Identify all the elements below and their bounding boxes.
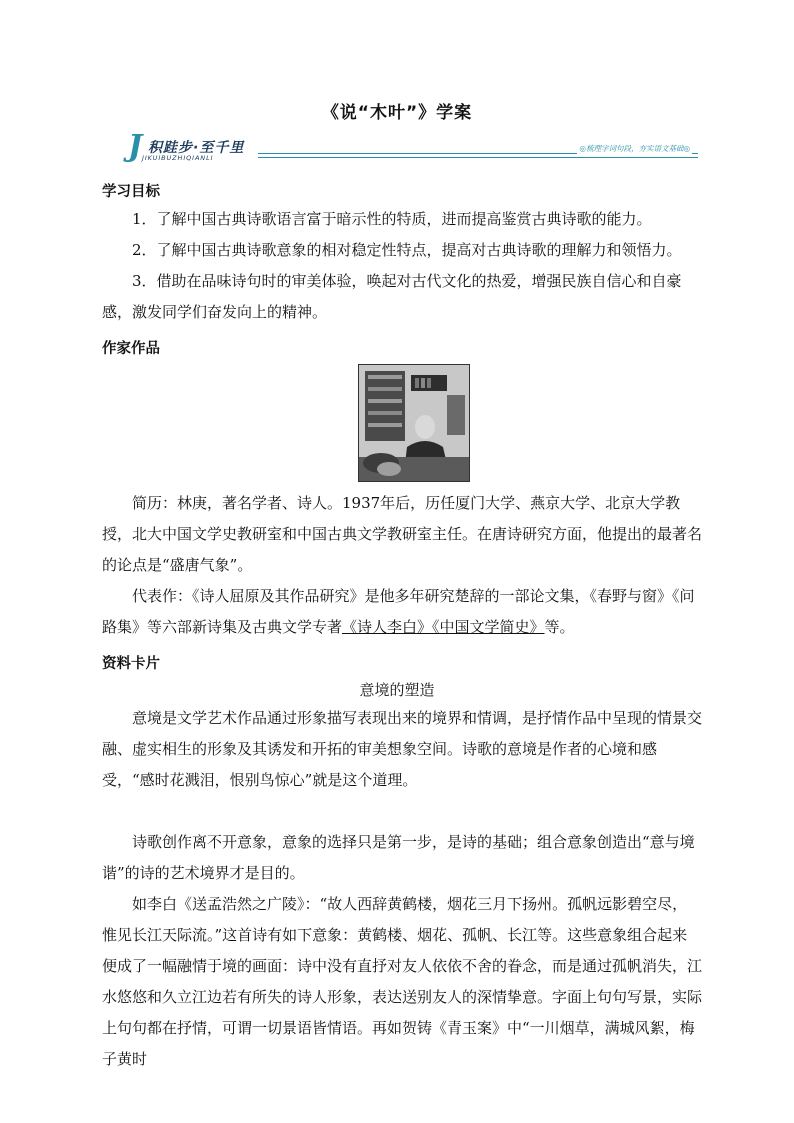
heading-info-card: 资料卡片 [102, 656, 160, 672]
author-photo [358, 364, 470, 482]
page-title: 《说“木叶”》学案 [321, 103, 473, 123]
author-works [102, 581, 702, 643]
heading-author-works: 作家作品 [102, 341, 160, 357]
goal-item-1: 1．了解中国古典诗歌语言富于暗示性的特质，进而提高鉴赏古典诗歌的能力。 [132, 210, 652, 228]
works-prefix: 代表作：《诗人屈原及其作品研究》是他多年研究楚辞的一部论文集，《春野与窗》《问路集》等六部新诗集及古典文学专著 [102, 587, 695, 636]
heading-learning-goals: 学习目标 [102, 184, 160, 200]
goal-item-2: 2．了解中国古典诗歌意象的相对稳定性特点，提高对古典诗歌的理解力和领悟力。 [132, 241, 682, 259]
works-suffix: 等。 [544, 618, 575, 636]
info-paragraph-1: 意境是文学艺术作品通过形象描写表现出来的境界和情调，是抒情作品中呈现的情景交融、虚实相生的形象及其诱发和开拓的审美想象空间。诗歌的意境是作者的心境和感受，“感时花溅泪，恨别鸟惊心”就是这个道理。 [102, 709, 703, 789]
goal-item-3: 3．借助在品味诗句时的审美体验，唤起对古代文化的热爱，增强民族自信心和自豪感，激发同学们奋发向上的精神。 [102, 272, 682, 321]
info-paragraph-3: 如李白《送孟浩然之广陵》：“故人西辞黄鹤楼，烟花三月下扬州。孤帆远影碧空尽，惟见长江天际流。”这首诗有如下意象：黄鹤楼、烟花、孤帆、长江等。这些意象组合起来便成了一幅融情于境的画面：诗中没有直抒对友人依依不舍的眷念，而是通过孤帆消失，江水悠悠和久立江边若有所失的诗人形象，表达送别友人的深情挚意。字面上句句写景，实际上句句都在抒情，可谓一切景语皆情语。再如贺铸《青玉案》中“一川烟草，满城风絮，梅子黄时 [102, 895, 703, 1068]
works-underlined: 《诗人李白》《中国文学简史》 [342, 618, 545, 636]
banner-logo-letter: J [128, 129, 143, 164]
banner-rule-thin [258, 157, 698, 158]
banner-logo-pinyin: JIKUIBUZHIQIANLI [142, 154, 214, 162]
author-portrait-icon [359, 365, 469, 481]
author-bio: 简历：林庚，著名学者、诗人。1937年后，历任厦门大学、燕京大学、北京大学教授，北大中国文学史教研室和中国古典文学教研室主任。在唐诗研究方面，他提出的最著名的论点是“盛唐气象”。 [102, 494, 703, 574]
info-card-subtitle: 意境的塑造 [359, 681, 435, 699]
banner-logo-text: 积跬步·至千里 [148, 140, 245, 156]
section-banner [128, 129, 698, 166]
banner-slogan: ◎梳理字词句段，夯实语文基础◎ [579, 144, 690, 153]
info-paragraph-2: 诗歌创作离不开意象，意象的选择只是第一步，是诗的基础；组合意象创造出“意与境谐”的诗的艺术境界才是目的。 [102, 833, 695, 882]
